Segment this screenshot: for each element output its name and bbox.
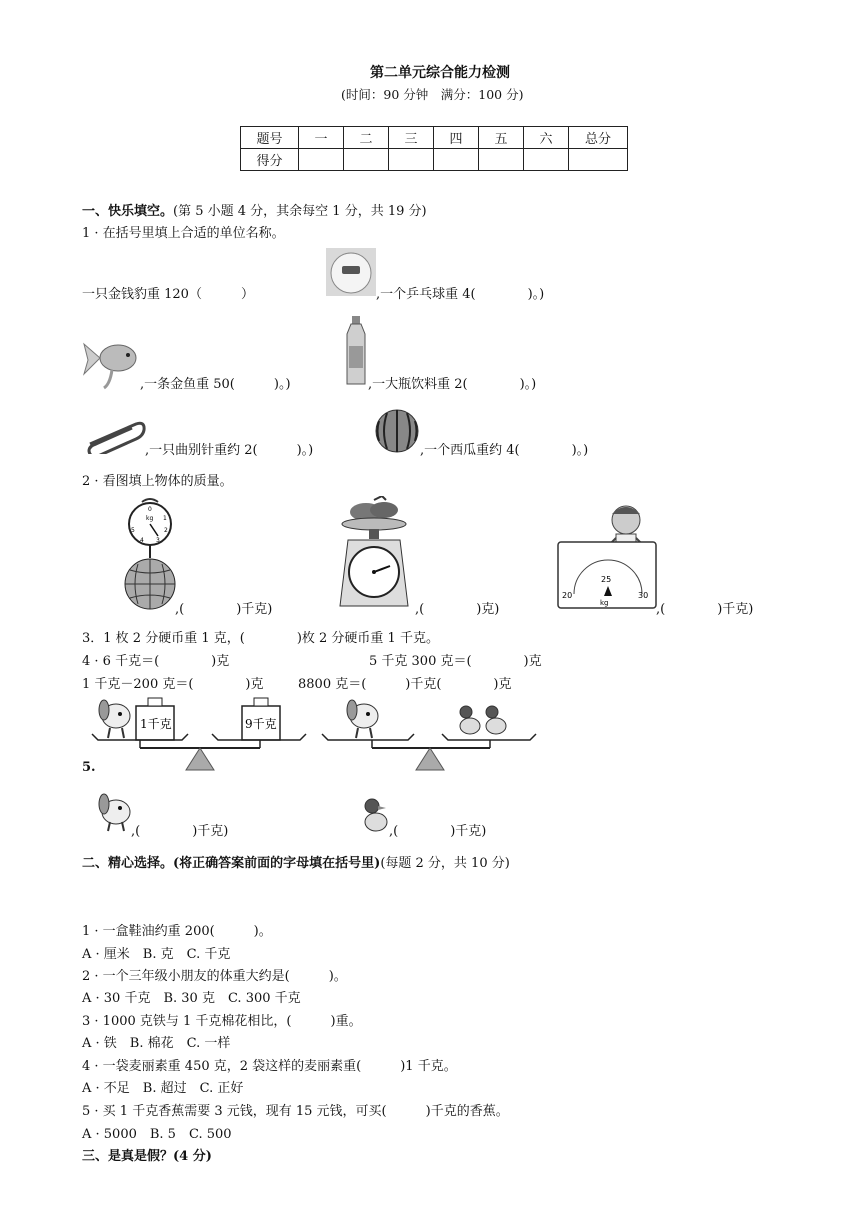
- choice-question: 3 · 1000 克铁与 1 千克棉花相比，( )重。: [82, 1014, 362, 1029]
- question-3: 3．1 枚 2 分硬币重 1 克，( )枚 2 分硬币重 1 千克。: [82, 631, 439, 646]
- section-heading-text: 一、快乐填空。: [82, 204, 174, 219]
- q1-watermelon: ,一个西瓜重约 4( )。): [420, 443, 589, 458]
- dial-mark: 0: [148, 506, 152, 513]
- weight-label-9kg: 9千克: [245, 717, 277, 731]
- page-subtitle: (时间：90 分钟 满分：100 分): [341, 87, 524, 102]
- table-cell: 四: [434, 127, 479, 149]
- question-4c: 1 千克－200 克＝( )克: [82, 677, 264, 692]
- section-3-heading: 三、是真是假？(4 分): [82, 1149, 212, 1164]
- section-2-heading: [82, 852, 510, 871]
- choice-options: A · 厘米 B. 克 C. 千克: [82, 947, 231, 962]
- choice-options: A · 30 千克 B. 30 克 C. 300 千克: [82, 991, 301, 1006]
- score-table-score-row: [241, 149, 628, 171]
- dial-mark: 2: [164, 527, 168, 534]
- paperclip-icon: [82, 416, 148, 454]
- dial-mark: 4: [140, 537, 144, 544]
- table-cell: 六: [524, 127, 569, 149]
- score-blank[interactable]: [434, 149, 479, 171]
- score-blank[interactable]: [299, 149, 344, 171]
- section-note: (第 5 小题 4 分，其余每空 1 分，共 19 分): [173, 204, 427, 219]
- q5-answer-dog: ,( )千克): [131, 824, 229, 839]
- q1-paperclip: ,一只曲别针重约 2( )。): [145, 443, 314, 458]
- q1-goldfish: ,一条金鱼重 50( )。): [140, 377, 291, 392]
- goldfish-icon: [82, 332, 144, 390]
- choice-question: 1 · 一盒鞋油约重 200( )。: [82, 924, 272, 939]
- question-4d: 8800 克＝( )千克( )克: [298, 677, 512, 692]
- question-4b: 5 千克 300 克＝( )克: [369, 654, 542, 669]
- scale-mark: 25: [601, 575, 612, 584]
- balance-left: [92, 698, 306, 770]
- ping-pong-ball-icon: [326, 248, 376, 296]
- platform-scale-with-eggplants: [334, 496, 414, 610]
- scale-unit: kg: [600, 599, 609, 607]
- score-table-header-row: [241, 127, 628, 149]
- choice-options: A · 不足 B. 超过 C. 正好: [82, 1081, 244, 1096]
- section-1-heading: [82, 200, 427, 219]
- table-cell: 一: [299, 127, 344, 149]
- question-4a: 4 · 6 千克＝( )克: [82, 654, 230, 669]
- score-blank[interactable]: [389, 149, 434, 171]
- hanging-dial-scale-with-globe: [120, 496, 180, 612]
- table-cell: 得分: [241, 149, 299, 171]
- q2-answer-b: ,( )克): [415, 602, 500, 617]
- choice-options: A · 5000 B. 5 C. 500: [82, 1127, 232, 1142]
- choice-options: A · 铁 B. 棉花 C. 一样: [82, 1036, 231, 1051]
- scale-mark: 20: [562, 591, 573, 600]
- scale-mark: 30: [638, 591, 649, 600]
- page-title: 第二单元综合能力检测: [370, 65, 510, 81]
- score-blank[interactable]: [344, 149, 389, 171]
- section-heading-text: 二、精心选择。(将正确答案前面的字母填在括号里): [82, 856, 381, 871]
- table-cell: 总分: [569, 127, 628, 149]
- q5-answer-duck: ,( )千克): [389, 824, 487, 839]
- q2-answer-a: ,( )千克): [175, 602, 273, 617]
- score-blank[interactable]: [524, 149, 569, 171]
- q1-ping-pong: ,一个乒乓球重 4( )。): [376, 287, 545, 302]
- score-blank[interactable]: [569, 149, 628, 171]
- watermelon-icon: [373, 405, 421, 453]
- dog-icon: [94, 790, 134, 832]
- q1-beverage: ,一大瓶饮料重 2( )。): [368, 377, 537, 392]
- balance-right: [322, 700, 536, 770]
- table-cell: 二: [344, 127, 389, 149]
- child-on-spring-scale: [556, 502, 658, 610]
- dial-mark: 3: [156, 537, 160, 544]
- dial-mark: kg: [146, 515, 154, 522]
- score-table: [240, 126, 628, 171]
- balance-scales: [90, 694, 550, 774]
- question-5-label: 5.: [82, 760, 96, 775]
- beverage-bottle-icon: [343, 316, 369, 386]
- choice-question: 5 · 买 1 千克香蕉需要 3 元钱，现有 15 元钱，可买( )千克的香蕉。: [82, 1104, 509, 1119]
- question-1-prompt: 1 · 在括号里填上合适的单位名称。: [82, 226, 285, 241]
- q1-leopard: 一只金钱豹重 120（ ）: [82, 287, 254, 302]
- dial-mark: 1: [163, 515, 167, 522]
- table-cell: 五: [479, 127, 524, 149]
- duck-icon: [360, 794, 390, 834]
- section-note: (每题 2 分，共 10 分): [380, 856, 510, 871]
- q2-answer-c: ,( )千克): [656, 602, 754, 617]
- table-cell: 三: [389, 127, 434, 149]
- choice-question: 2 · 一个三年级小朋友的体重大约是( )。: [82, 969, 347, 984]
- weight-label-1kg: 1千克: [140, 717, 172, 731]
- table-cell: 题号: [241, 127, 299, 149]
- dial-mark: 5: [131, 527, 135, 534]
- score-blank[interactable]: [479, 149, 524, 171]
- choice-question: 4 · 一袋麦丽素重 450 克，2 袋这样的麦丽素重( )1 千克。: [82, 1059, 457, 1074]
- question-2-prompt: 2 · 看图填上物体的质量。: [82, 474, 233, 489]
